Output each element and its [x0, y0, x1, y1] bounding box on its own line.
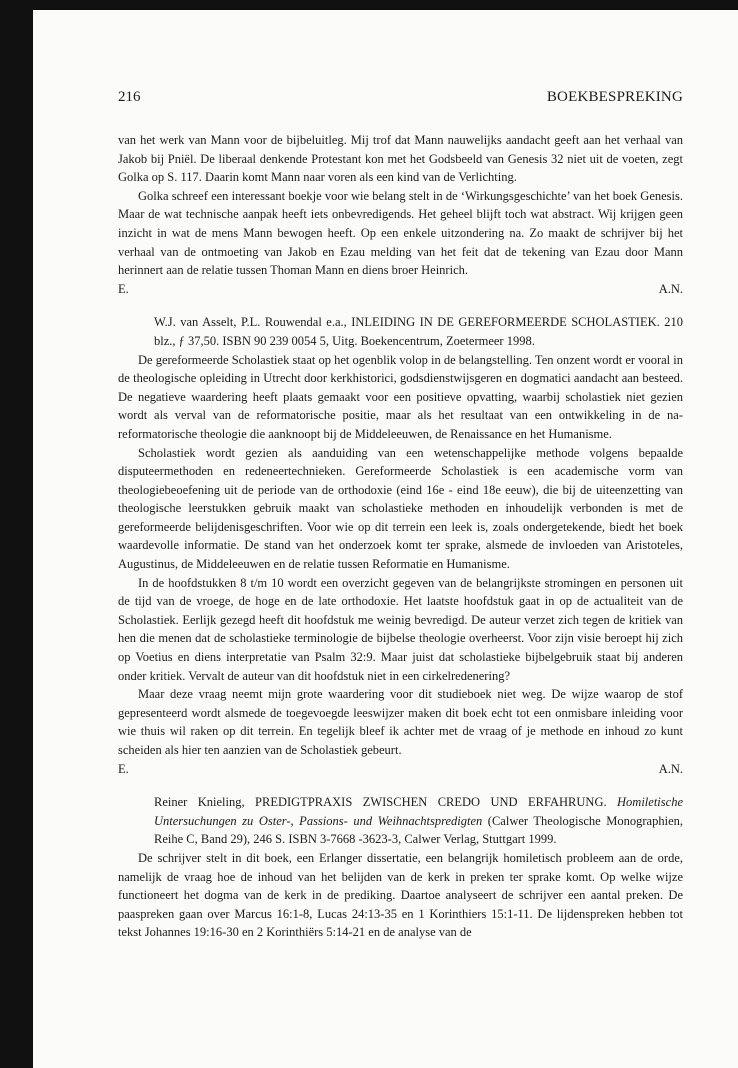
signature-right: A.N.	[658, 761, 683, 776]
signature-line	[118, 760, 683, 779]
page-number: 216	[118, 89, 141, 105]
book-reference	[118, 793, 683, 849]
paragraph: van het werk van Mann voor de bijbeluitleg. Mij trof dat Mann nauwelijks aandacht geeft aan het verhaal van Jakob bij Pniël. De liberaal denkende Protestant kon met het Godsbeeld van Genesis 32 niet uit de voeten, zegt Golka op S. 117. Daarin komt Mann naar voren als een kind van de Verlichting.	[118, 133, 683, 185]
paragraph: Maar deze vraag neemt mijn grote waardering voor dit studieboek niet weg. De wijze waarop de stof gepresenteerd wordt alsmede de toegevoegde leeswijzer maken dit boek echt tot een onmisbare inleiding voor wie thuis wil raken op dit terrein. En tegelijk bleef ik achter met de vraag of je methode en inhoud zo kunt scheiden als hier ten aanzien van de Scholastiek gebeurt.	[118, 687, 683, 757]
paragraph: De schrijver stelt in dit boek, een Erlanger dissertatie, een belangrijk homiletisch probleem aan de orde, namelijk de vraag hoe de inhoud van het belijden van de kerk in preken ter sprake komt. Op welke wijze functioneert het dogma van de kerk in de prediking. Daartoe analyseert de schrijver een aantal preken. De paaspreken gaan over Marcus 16:1-8, Lucas 24:13-35 en 1 Korinthiers 15:1-11. De lijdenspreken hebben tot tekst Johannes 19:16-30 en 2 Korinthiërs 5:14-21 en de analyse van de	[118, 850, 683, 940]
signature-left: E.	[118, 761, 129, 776]
book-reference: W.J. van Asselt, P.L. Rouwendal e.a., INLEIDING IN DE GEREFORMEERDE SCHOLASTIEK. 210 blz., ƒ 37,50. ISBN 90 239 0054 5, Uitg. Boekencentrum, Zoetermeer 1998.	[154, 315, 683, 348]
signature-right: A.N.	[658, 281, 683, 296]
paragraph: Scholastiek wordt gezien als aanduiding van een wetenschappelijke methode volgens bepaalde disputeermethoden en redeneertechnieken. Gereformeerde Scholastiek is een academische vorm van theologiebeoefening uit de periode van de orthodoxie (eind 16e - eind 18e eeuw), die bij de uiteenzetting van theologische leerstukken gebruik maakt van scholastieke methoden en inhoudelijk verbonden is met de gereformeerde belijdenisgeschriften. Voor wie op dit terrein een leek is, zoals ondergetekende, biedt het boek waardevolle informatie. De stand van het onderzoek komt ter sprake, alsmede de invloeden van Aristoteles, Augustinus, de Middeleeuwen en de relatie tussen Reformatie en Humanisme.	[118, 445, 683, 572]
paragraph: In de hoofdstukken 8 t/m 10 wordt een overzicht gegeven van de belangrijkste stromingen en personen uit de tijd van de vroege, de hoge en de late orthodoxie. Het laatste hoofdstuk gaat in op de actualiteit van de Scholastiek. Eerlijk gezegd heeft dit hoofdstuk me weinig bevredigd. De auteur verzet zich tegen de kritiek van hen die menen dat de scholastieke terminologie de bijbelse theologie overheerst. Voor zijn visie beroept hij zich op Voetius en diens interpretatie van Psalm 32:9. Maar juist dat scholastieke bijbelgebruik staat bij anderen onder kritiek. Vervalt de auteur van dit hoofdstuk niet in een cirkelredenering?	[118, 575, 683, 683]
section-title: BOEKBESPREKING	[546, 89, 683, 105]
signature-left: E.	[118, 281, 129, 296]
paragraph: De gereformeerde Scholastiek staat op het ogenblik volop in de belangstelling. Ten onzent wordt er vooral in de theologische opleiding in Utrecht door kerkhistorici, godsdienstwijsgeren en dogmatici aandacht aan besteed. De negatieve waardering heeft plaats gemaakt voor een positieve opvatting, waarbij scholastiek niet gezien wordt als verval van de reformatorische positie, maar als het resultaat van een ontwikkeling in de na-reformatorische theologie die aanknoopt bij de Middeleeuwen, de Renaissance en het Humanisme.	[118, 352, 683, 441]
reference-text: Reiner Knieling, PREDIGTPRAXIS ZWISCHEN CREDO UND ERFAHRUNG.	[154, 795, 618, 810]
page-body	[118, 131, 683, 942]
signature-line	[118, 280, 683, 299]
paragraph: Golka schreef een interessant boekje voor wie belang stelt in de ‘Wirkungsgeschichte’ van het boek Genesis. Maar de wat technische aanpak heeft iets onbevredigends. Het geheel blijft toch wat abstract. Wij krijgen geen inzicht in wat de mens Mann bewogen heeft. Op een enkele uitzondering na. Zo maakt de schrijver bij het verhaal van de ontmoeting van Jakob en Ezau melding van het feit dat de tekening van Ezau door Mann herinnert aan de relatie tussen Thoman Mann en diens broer Heinrich.	[118, 188, 683, 278]
book-page	[33, 10, 738, 1068]
reference-text: (Calwer Theologische Monographien, Reihe C, Band 29), 246 S. ISBN 3-7668 -3623-3, Calwer Verlag, Stuttgart 1999.	[154, 813, 683, 847]
reference-subtitle: Homiletische Untersuchungen zu Oster-, Passions- und Weihnachtspredigten	[154, 795, 683, 828]
